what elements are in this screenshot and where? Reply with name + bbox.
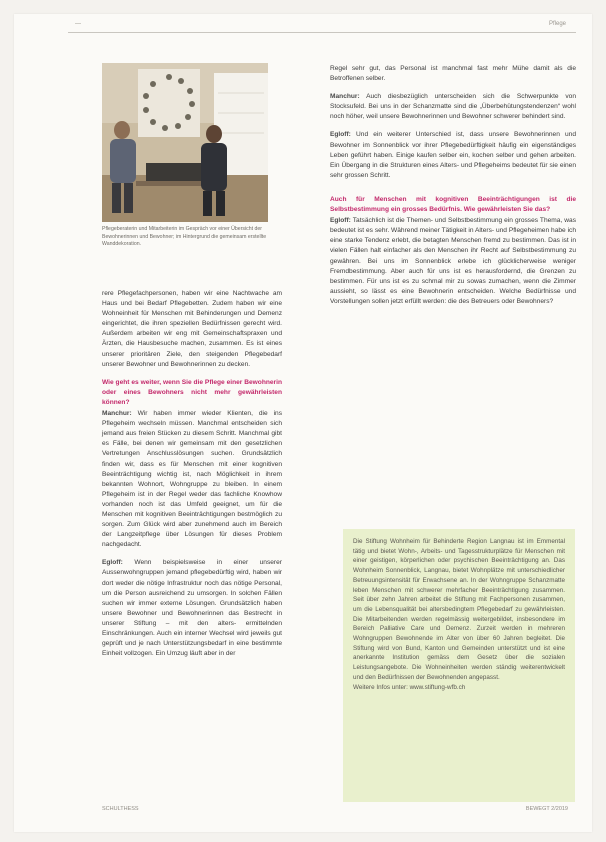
left-paragraph: rere Pflegefachpersonen, haben wir eine Nachtwache am Haus und bei Bedarf Pflegebetten. Zudem haben wir eine Wohneinheit für Menschen mit Behinderungen und Demenz eingerichtet, die ihren speziellen Bedürfnissen gerecht wird. Außerdem arbeiten wir eng mit Gemeinschaftspraxen und Ärzten, die Hausbesuche machen, zusammen. Es ist eines unserer prioritären Ziele, den steigenden Pflegebedarf unserer Bewohner und Bewohnerinnen zu decken.	[102, 290, 282, 368]
header-right: Pflege	[548, 21, 566, 27]
answer-text: Wir haben immer wieder Klienten, die ins Pflegeheim wechseln müssen. Manchmal entscheiden sich jemand aus freien Stücken zu diesem Schritt. Manchmal gibt es Fälle, bei denen wir gemeinsam mit den gesetzlichen Vertretungen Anschlusslösungen suchen. Grundsätzlich finden wir, dass es für Menschen mit einer kognitiven Beeinträchtigung wichtig ist, nach Möglichkeit in ihrem bekannten Wohnort, Wohngruppe zu bleiben. In einem Pflegeheim ist in der Regel weder das fachliche Knowhow vorhanden noch ist das Umfeld geeignet, um für die Menschen mit kognitiven Beeinträchtigungen bestmöglich zu sorgen. Zum Glück wird aber zunehmend auch im Bereich der Langzeitpflege über Lösungen für dieses Problem nachgedacht.	[102, 410, 282, 549]
speaker-label: Manchur:	[102, 410, 132, 418]
photo-illustration	[102, 63, 268, 222]
answer-text: Wenn beispielsweise in einer unserer Aussenwohngruppen jemand pflegebedürftig wird, haben wir dort weder die nötige Infrastruktur noch das nötige Personal, um die Person ausreichend zu umsorgen. In solchen Fällen suchen wir immer externe Lösungen. Grundsätzlich haben unsere Bewohner und Bewohnerinnen das Bestrecht in unserer Stiftung – mit den alters- ermittelnden Einschränkungen. Auch ein interner Wechsel wird jeweils gut geprüft und je nach Unterstützungsbedarf in eine bestimmte Einheit vollzogen. Ein Umzug läuft aber in der	[102, 559, 282, 658]
answer-manchur-2	[330, 92, 576, 122]
info-box	[343, 529, 575, 802]
speaker-label: Egloff:	[102, 559, 123, 567]
info-box-link[interactable]: Weitere Infos unter: www.stiftung-wfb.ch	[353, 683, 466, 691]
header-left: —	[75, 21, 81, 27]
answer-manchur-1	[102, 409, 282, 550]
answer-text: Auch diesbezüglich unterscheiden sich die Schwerpunkte von Stocksufeld. Bei uns in der Schanzmatte sind die „Überbehütungstendenzen“ wohl noch höher, weil unsere Bewohnerinnen und Bewohner schwerer behindert sind.	[330, 93, 576, 121]
right-intro: Regel sehr gut, das Personal ist manchmal fast mehr Mühe damit als die Betroffenen selber.	[330, 65, 576, 83]
answer-text: Tatsächlich ist die Themen- und Selbstbestimmung ein grosses Thema, was bedeutet ist es sehr. Während meiner Tätigkeit in Alters- und Pflegeheimen habe ich eine starke Tendenz erlebt, die betagten Menschen fremd zu bestimmen. Das ist in vielen Fällen halt einfacher als den Menschen ihr Recht auf Selbstbestimmung zu gewähren. Bei uns im Sonnenblick erlebe ich glücklicherweise weniger Fremdbestimmung. Aber auch für uns ist es herausfordernd, die Grenzen zu bestimmen. Für uns ist es zu schmal mir zu sowas zumachen, wenn die Zimmer aussieht, so lässt es eine Bewohnerin entscheiden. Welche Bedürfnisse und Vorstellungen sollen jetzt erfüllt werden: die des Betreuers oder Bewohners?	[330, 217, 576, 305]
right-column	[330, 64, 576, 315]
answer-egloff-2	[330, 130, 576, 180]
interview-question-1: Wie geht es weiter, wenn Sie die Pflege einer Bewohnerin oder eines Bewohners nicht mehr gewährleisten können?	[102, 378, 282, 406]
answer-egloff-1	[102, 558, 282, 659]
answer-egloff-3	[330, 216, 576, 307]
left-column	[102, 289, 282, 667]
answer-text: Und ein weiterer Unterschied ist, dass unsere Bewohnerinnen und Bewohner im Sonnenblick vor ihrer Pflegebedürftigkeit häufig ein eigenständiges Leben geführt haben. Einige kaufen selber ein, kochen selber und gehen arbeiten. Ein Übergang in die Strukturen eines Alters- und Pflegeheims bedeutet für sie einen sehr grossen Schritt.	[330, 131, 576, 179]
header-rule	[68, 32, 576, 33]
footer-left: SCHULTHESS	[102, 806, 139, 812]
article-photo	[102, 63, 268, 222]
footer-right: BEWEGT 2/2019	[525, 806, 568, 812]
speaker-label: Egloff:	[330, 217, 351, 225]
speaker-label: Manchur:	[330, 93, 360, 101]
photo-caption: Pflegeberaterin und Mitarbeiterin im Gespräch vor einer Übersicht der Bewohnerinnen und Bewohner; im Hintergrund die gemeinsam erstellte Wanddekoration.	[102, 226, 267, 248]
info-box-text: Die Stiftung Wohnheim für Behinderte Region Langnau ist im Emmental tätig und bietet Wohn-, Arbeits- und Tagesstrukturplätze für Menschen mit einer geistigen, körperlichen oder psychischen Beeinträchtigung an. Das Wohnheim Sonnenblick, Langnau, bietet Wohnplätze mit unterschiedlicher Betreuungsintensität für Erwachsene an. In der Wohngruppe Schanzmatte leben Menschen mit schwerer mehrfacher Beeinträchtigung zusammen. Seit über zehn Jahren arbeitet die Stiftung mit Fachpersonen zusammen, um die Lebensqualität bei altersbedingtem Pflegebedarf zu gewährleisten. Die Mitarbeitenden werden regelmässig weitergebildet, insbesondere im Bereich Palliative Care und Demenz. Zurzeit werden in mehreren Wohngruppen Bewohnende im Alter von über 60 Jahren begleitet. Die Stiftung wird von Bund, Kanton und Gemeinden unterstützt und ist eine anerkannte Institution gemäss dem Gesetz über die sozialen Leistungsangebote. Die Wohneinheiten werden ständig weiterentwickelt und den Bedürfnissen der Bewohnenden angepasst.	[353, 538, 565, 681]
speaker-label: Egloff:	[330, 131, 351, 139]
interview-question-2: Auch für Menschen mit kognitiven Beeinträchtigungen ist die Selbstbestimmung ein grosses Bedürfnis. Wie gewährleisten Sie das?	[330, 195, 576, 214]
